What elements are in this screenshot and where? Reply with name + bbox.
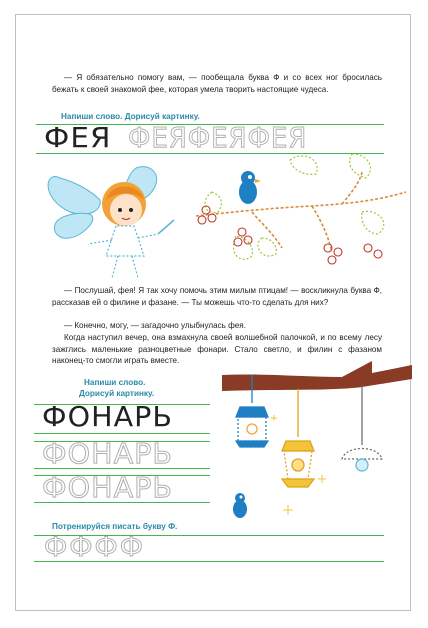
paragraph-evening: Когда наступил вечер, она взмахнула своей волшебной палочкой, и по всему лесу зажглись маленькие разноцветные фонари. Стало светло, и филин с фазаном наконец-то смогли играть вместе. [52,333,382,366]
fairy-body-outline [88,226,158,278]
small-bird [233,493,247,518]
paragraph-intro: — Я обязательно помогу вам, — пообещала буква Ф и со всех ног бросилась бежать к своей знакомой фее, которая умела творить настоящие чудеса. [52,73,382,94]
word-feya-solid: ФЕЯ [44,121,112,154]
lantern-lampshade [342,385,382,471]
paragraph-answer: — Конечно, могу, — загадочно улыбнулась фея. [64,321,246,330]
leaves-dashed [205,154,384,259]
fairy-illustration [40,160,190,282]
lanterns-illustration [222,355,412,535]
bird [239,171,261,204]
branch-bird-illustration [192,152,406,278]
guide-line-2 [34,433,210,434]
word-fonar-solid: ФОНАРЬ [42,400,174,433]
fairy-head [102,182,146,226]
branch [222,361,412,391]
word-feya-trace: ФЕЯФЕЯФЕЯ [128,121,308,154]
exercise1-prompt: Напиши слово. Дорисуй картинку. [61,112,200,121]
lantern-yellow [282,389,314,487]
paragraph-plea: — Послушай, фея! Я так хочу помочь этим милым птицам! — воскликнула буква Ф, рассказав ей о филине и фазане. — Ты можешь что-то сделать для них? [52,286,382,307]
word-fonar-trace-1: ФОНАРЬ [42,437,174,470]
branch-dashed [196,172,406,252]
berries [198,206,382,264]
letters-f-trace: ФФФФ [44,532,145,563]
word-fonar-trace-2: ФОНАРЬ [42,471,174,504]
exercise2-prompt-line1: Напиши слово. [84,378,146,387]
magic-wand [158,220,174,234]
exercise2-prompt-line2: Дорисуй картинку. [79,389,155,398]
exercise3-prompt: Потренируйся писать букву Ф. [52,522,178,531]
